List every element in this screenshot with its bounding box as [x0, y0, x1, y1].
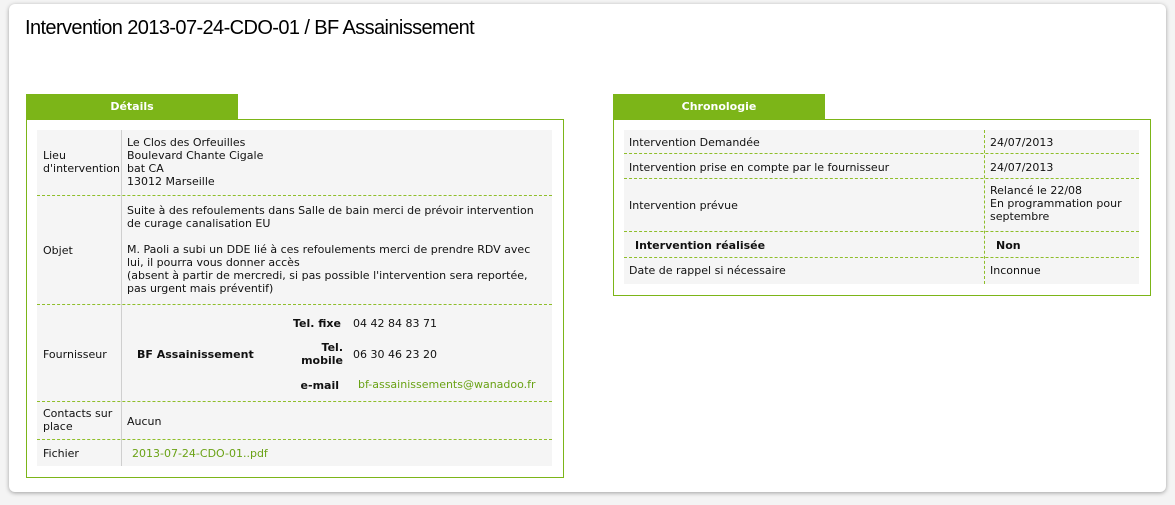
chrono-label: Intervention Demandée — [629, 136, 760, 149]
chrono-value: 24/07/2013 — [990, 136, 1054, 149]
objet-label: Objet — [43, 244, 73, 257]
email-link[interactable]: bf-assainissements@wanadoo.fr — [358, 378, 536, 391]
chrono-row — [624, 258, 1139, 284]
chrono-label: Intervention réalisée — [635, 239, 766, 252]
chrono-row — [624, 232, 1139, 258]
contacts-value: Aucun — [127, 415, 162, 428]
chronologie-table — [624, 130, 1139, 284]
row-objet — [37, 196, 552, 305]
fichier-link[interactable]: 2013-07-24-CDO-01..pdf — [132, 447, 268, 460]
lieu-address — [127, 136, 263, 188]
lieu-line: bat CA — [127, 162, 164, 175]
lieu-line: Boulevard Chante Cigale — [127, 149, 264, 162]
page-title: Intervention 2013-07-24-CDO-01 / BF Assainissement — [25, 17, 475, 39]
lieu-line: Le Clos des Orfeuilles — [127, 136, 246, 149]
chrono-label: Date de rappel si nécessaire — [629, 264, 786, 277]
details-table — [37, 130, 552, 466]
fournisseur-name: BF Assainissement — [137, 348, 254, 361]
lieu-line: 13012 Marseille — [127, 175, 215, 188]
fichier-label: Fichier — [43, 447, 79, 460]
tel-fixe-value: 04 42 84 83 71 — [353, 317, 437, 330]
objet-text: Suite à des refoulements dans Salle de bain merci de prévoir intervention de curage canalisation EU M. Paoli a subi un DDE lié à ces refoulements merci de prendre RDV avec lui, il pourra vous donner accès (absent à partir de mercredi, si pas possible l'intervention sera reportée, pas urgent mais préventif) — [127, 204, 534, 295]
lieu-label: Lieu d'intervention — [43, 149, 120, 175]
tab-details[interactable]: Détails — [26, 94, 238, 119]
contacts-label: Contacts sur place — [43, 407, 113, 433]
chrono-value: Inconnue — [990, 264, 1041, 277]
chrono-value: Non — [996, 239, 1021, 252]
row-fichier — [37, 440, 552, 466]
row-fournisseur — [37, 305, 552, 402]
row-contacts — [37, 402, 552, 440]
fournisseur-label: Fournisseur — [43, 348, 107, 361]
email-label: e-mail — [300, 379, 339, 392]
details-panel — [26, 119, 564, 478]
row-lieu — [37, 130, 552, 196]
tel-fixe-label: Tel. fixe — [293, 317, 341, 330]
chrono-row — [624, 154, 1139, 179]
chrono-label: Intervention prévue — [629, 199, 738, 212]
tel-mobile-label: Tel. mobile — [301, 341, 343, 367]
chrono-value: Relancé le 22/08 En programmation pour septembre — [990, 184, 1122, 223]
tel-mobile-value: 06 30 46 23 20 — [353, 348, 437, 361]
chrono-row — [624, 179, 1139, 232]
chrono-label: Intervention prise en compte par le fournisseur — [629, 161, 890, 174]
chrono-value: 24/07/2013 — [990, 161, 1054, 174]
chrono-row — [624, 130, 1139, 154]
tab-chronologie[interactable]: Chronologie — [613, 94, 825, 119]
chronologie-panel — [613, 119, 1151, 296]
